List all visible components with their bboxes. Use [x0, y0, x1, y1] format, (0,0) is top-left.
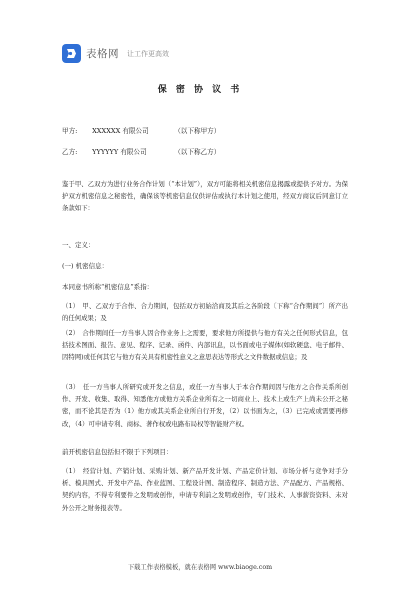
- party-b-name: YYYYYY 有限公司: [92, 148, 147, 156]
- document-title: 保 密 协 议 书: [157, 85, 243, 95]
- definition-item-3: （3） 任一方当事人所研究或开发之信息，或任一方当事人于本合作期间因与他方之合作关系所创作、开发、收集、取得、知悉他方或他方关系企业所有之一切商业上、技术上或生产上尚未公开之秘密，而不论其是否为（1）他方或其关系企业所自行开发，（2）以书面为之，（3）已完成或需要再修改，（4）可申请专利、商标、著作权或电路布局权等智能财产权。: [62, 383, 348, 428]
- party-b-label: 乙方:: [62, 148, 78, 156]
- definition-intro: 本同意书所称“机密信息”系指：: [62, 283, 154, 291]
- party-b-note: （以下称乙方）: [174, 148, 221, 156]
- party-a-note: （以下称甲方）: [174, 127, 221, 135]
- definition-item-1: （1） 甲、乙双方于合作、合力期间，包括双方初始洽商及其后之各阶段〔下称“合作期间”〕所产出的任何成果；及: [62, 302, 348, 323]
- brand-logo[interactable]: [62, 44, 169, 63]
- biaoge-logo-icon: [62, 44, 81, 63]
- party-b: [62, 146, 220, 156]
- party-a: [62, 125, 220, 135]
- party-a-name: XXXXXX 有限公司: [92, 127, 149, 135]
- scope-item-1: （1） 经营计划、产销计划、采购计划、新产品开发计划、产品定价计划、市场分析与竞争对手分析、模具图式、开发中产品、作业蓝图、工程设计图、制造程序、制造方法、产品配方、产品规格、契约内容，不得专利要件之发明或创作，申请专利前之发明或创作，专门技术、人事薪资资料、未对外公开之财务报表等。: [62, 467, 348, 512]
- brand-name: 表格网: [86, 48, 119, 60]
- intro-paragraph: 鉴于甲、乙双方为进行业务合作计划（“本计划”），双方可能将相关机密信息揭露或提供予对方。为保护双方机密信息之秘密性，确保该等机密信息仅供评估或执行本计划之使用，经双方商议后同意订立条款如下：: [62, 180, 348, 213]
- party-a-label: 甲方:: [62, 127, 78, 135]
- subsection-confidential-info: (一) 机密信息：: [62, 262, 109, 270]
- brand-slogan: 让工作更高效: [127, 49, 169, 58]
- section-definitions-heading: 一、定义：: [62, 241, 95, 249]
- scope-intro: 前开机密信息包括但不限于下列项目：: [62, 448, 173, 456]
- definition-item-2: （2） 合作期间任一方当事人因合作业务上之需要，要求他方所提供与他方有关之任何形式信息，包括技术图面、报告、意见、程序、记录、函件、内部讯息，以书面或电子媒体(如软硬盘、电子邮件、因特网)或任何其它与他方有关具有机密性意义之意思表达等形式之文件数据或信息；及: [62, 329, 348, 362]
- footer-text: 下载工作表格模板，就在表格网 www.biaoge.com: [127, 564, 273, 571]
